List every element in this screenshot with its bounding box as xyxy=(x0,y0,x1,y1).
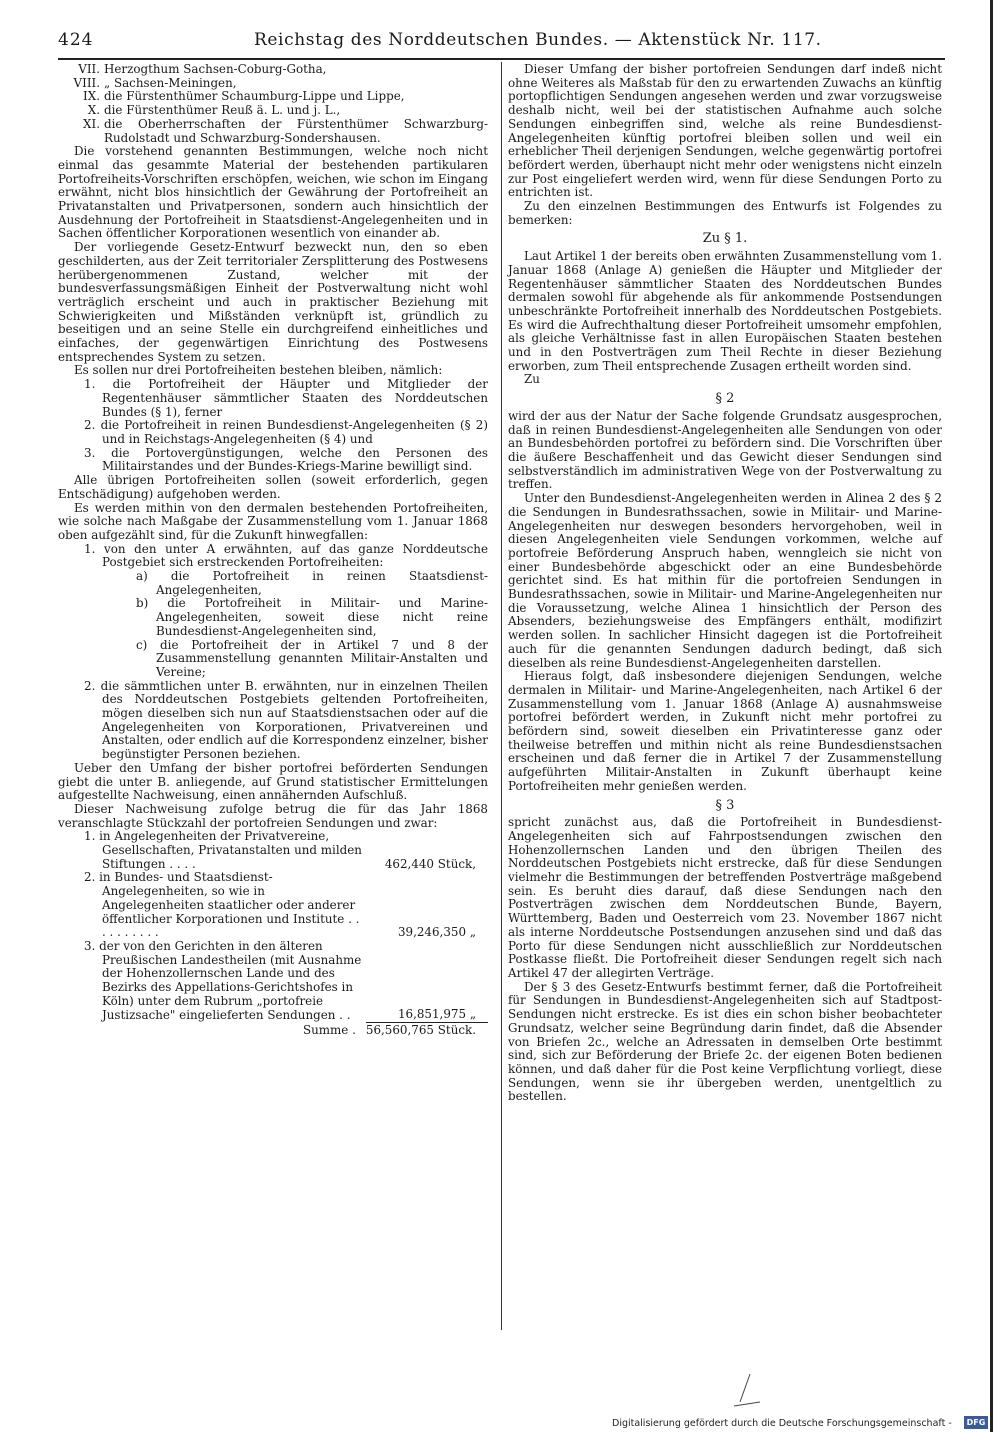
paragraph-lead: Zu xyxy=(524,372,540,387)
list-item: VIII. „ Sachsen-Meiningen, xyxy=(73,75,237,90)
table-row xyxy=(58,830,488,871)
list-subitem: a) die Portofreiheit in reinen Staatsdienst-Angelegenheiten, xyxy=(136,569,488,597)
stat-value: 16,851,975 „ xyxy=(366,940,488,1022)
list-item: 1. die Portofreiheit der Häupter und Mitglieder der Regentenhäuser sämmtlicher Staaten des Norddeutschen Bundes (§ 1), ferner xyxy=(84,377,488,419)
column-divider xyxy=(501,62,502,1330)
left-column xyxy=(58,63,488,1037)
list-item: VII. Herzogthum Sachsen-Coburg-Gotha, xyxy=(78,62,327,76)
paragraph: Zu den einzelnen Bestimmungen des Entwurfs ist Folgendes zu bemerken: xyxy=(508,199,942,227)
right-column xyxy=(508,63,942,1104)
header-rule xyxy=(58,58,945,60)
pencil-mark xyxy=(720,1372,770,1412)
section-heading: Zu § 1. xyxy=(702,231,748,247)
list-item: IX. die Fürstenthümer Schaumburg-Lippe und Lippe, xyxy=(83,89,405,104)
paragraph: Es sollen nur drei Portofreiheiten bestehen bleiben, nämlich: xyxy=(74,363,443,378)
digitization-credit: Digitalisierung gefördert durch die Deutsche Forschungsgemeinschaft - xyxy=(612,1418,952,1429)
list-item: 2. die sämmtlichen unter B. erwähnten, nur in einzelnen Theilen des Norddeutschen Postgebiets geltenden Portofreiheiten, mögen dieselben sich nun auf Staatsdienstsachen oder auf die Angelegenheiten von Korporationen, Privatvereinen und Anstalten, oder endlich auf die Korrespondenz einzelner, bisher begünstigter Personen beziehen. xyxy=(84,678,488,762)
paragraph: Der § 3 des Gesetz-Entwurfs bestimmt ferner, daß die Portofreiheit für Sendungen in Bundesdienst-Angelegenheiten sich auf Stadtpost-Sendungen nicht erstrecke. Es ist dies ein schon bisher beobachteter Grundsatz, welcher seine Begründung darin findet, daß die Absender von Briefen 2c., welche an Adressaten in demselben Orte bestimmt sind, sich zur Beförderung der Briefe 2c. der eigenen Boten bedienen können, und daß daher für die Post keine Verpflichtung vorliegt, diese Sendungen, wenn sie ihr übergeben werden, unentgeltlich zu bestellen. xyxy=(508,979,942,1104)
running-title: Reichstag des Norddeutschen Bundes. — Aktenstück Nr. 117. xyxy=(254,30,822,50)
list-item: X. die Fürstenthümer Reuß ä. L. und j. L., xyxy=(87,103,341,118)
stat-item: 1. in Angelegenheiten der Privatvereine, Gesellschaften, Privatanstalten und milden Stiftungen . . . . xyxy=(84,829,362,871)
stat-value: 39,246,350 „ xyxy=(397,925,476,940)
list-item: XI. die Oberherrschaften der Fürstenthümer Schwarzburg-Rudolstadt und Schwarzburg-Sondershausen. xyxy=(83,116,488,145)
paragraph: Unter den Bundesdienst-Angelegenheiten werden in Alinea 2 des § 2 die Sendungen in Bundesrathssachen, sowie in Militair- und Marine-Angelegenheiten nur deswegen besonders hervorgehoben, weil in diesen Angelegenheiten viele Sendungen vorkommen, welche auf portofreie Beförderung Anspruch haben, wenngleich sie nicht von einer Bundesbehörde abgeschickt oder an eine Bundesbehörde gerichtet sind. Es hat mithin für die portofreien Sendungen in Bundesrathssachen, sowie in Militair- und Marine-Angelegenheiten nur die Voraussetzung, welche Alinea 1 hinsichtlich der Person des Absenders, beziehungsweise des Empfängers enthält, modifizirt werden sollen. In sachlicher Hinsicht dagegen ist die Portofreiheit auch für die genannten Sendungen dadurch bedingt, daß sich dieselben als reine Bundesdienst-Angelegenheiten darstellen. xyxy=(508,491,942,670)
table-row xyxy=(58,1022,488,1037)
list-item: 1. von den unter A erwähnten, auf das ganze Norddeutsche Postgebiet sich erstreckenden Portofreiheiten: xyxy=(84,541,488,570)
paragraph: Ueber den Umfang der bisher portofrei beförderten Sendungen giebt die unter B. anliegende, auf Grund statistischer Ermittelungen aufgestellte Nachweisung, einen annähernden Aufschluß. xyxy=(58,760,488,803)
scan-edge xyxy=(990,0,993,1432)
table-row xyxy=(58,871,488,940)
stat-item: 3. der von den Gerichten in den älteren Preußischen Landestheilen (mit Ausnahme der Hohenzollernschen Lande und des Bezirks des Appellations-Gerichtshofes in Köln) unter dem Rubrum „portofreie Justizsache" eingelieferten Sendungen . . xyxy=(84,939,362,1022)
paragraph: Es werden mithin von den dermalen bestehenden Portofreiheiten, wie solche nach Maßgabe der Zusammenstellung vom 1. Januar 1868 oben aufgezählt sind, für die Zukunft hinwegfallen: xyxy=(58,500,488,542)
dfg-logo: DFG xyxy=(964,1416,988,1429)
sum-label: Summe . xyxy=(302,1022,356,1037)
section-heading: § 2 xyxy=(715,391,735,407)
page-number: 424 xyxy=(58,30,94,50)
paragraph: Dieser Nachweisung zufolge betrug die für das Jahr 1868 veranschlagte Stückzahl der portofreien Sendungen und zwar: xyxy=(58,801,488,830)
paragraph: spricht zunächst aus, daß die Portofreiheit in Bundesdienst-Angelegenheiten sich auf Fahrpostsendungen zwischen den Hohenzollernschen Landen und den übrigen Theilen des Norddeutschen Postgebiets nicht erstrecke, daß für diese Sendungen vielmehr die Bestimmungen der betreffenden Postverträge maßgebend sein. Es beruht dies darauf, daß diese Sendungen nach den Postverträgen zwischen dem Norddeutschen Bunde, Bayern, Württemberg, Baden und Oesterreich vom 23. November 1867 nicht als interne Norddeutsche Postsendungen anzusehen sind und daß das Porto für diese Sendungen nicht ausschließlich zur Norddeutschen Postkasse fließt. Die Portofreiheit dieser Sendungen regelt sich nach Artikel 47 der allegirten Verträge. xyxy=(508,815,942,980)
paragraph: Alle übrigen Portofreiheiten sollen (soweit erforderlich, gegen Entschädigung) aufgehoben werden. xyxy=(58,473,488,501)
paragraph: Hieraus folgt, daß insbesondere diejenigen Sendungen, welche dermalen in Militair- und Marine-Angelegenheiten, nach Artikel 6 der Zusammenstellung vom 1. Januar 1868 (Anlage A) ausnahmsweise portofrei befördert werden, in Zukunft nicht mehr portofrei zu befördern sind, soweit dieselben ein Privatinteresse ganz oder theilweise betreffen und mithin nicht als reine Bundesdienstsachen erscheinen und daß ferner die in Artikel 7 der Zusammenstellung aufgeführten Militair-Anstalten in Zukunft überhaupt keine Portofreiheiten mehr genießen werden. xyxy=(508,669,942,793)
stat-item: 2. in Bundes- und Staatsdienst-Angelegenheiten, so wie in Angelegenheiten staatlicher oder anderer öffentlicher Korporationen und Institute . . . . . . . . . . xyxy=(84,870,360,940)
list-item: 3. die Portovergünstigungen, welche den Personen des Militairstandes und der Bundes-Kriegs-Marine bewilligt sind. xyxy=(84,445,488,474)
sum-value: 56,560,765 Stück. xyxy=(365,1022,476,1037)
stat-value: 462,440 Stück, xyxy=(384,856,476,871)
section-heading: § 3 xyxy=(715,797,735,813)
paragraph: Der vorliegende Gesetz-Entwurf bezweckt nun, den so eben geschilderten, aus der Zeit territorialer Zersplitterung des Postwesens herübergenommenen Zustand, welcher mit der bundesverfassungsmäßigen Einheit der Postverwaltung nicht wohl verträglich erscheint und auch in praktischer Beziehung mit Schwierigkeiten und Mißständen verknüpft ist, gründlich zu beseitigen und an seine Stelle ein durchgreifend einheitliches und einfaches, der gegenwärtigen Einrichtung des Postwesens entsprechendes System zu setzen. xyxy=(58,240,488,364)
paragraph: Laut Artikel 1 der bereits oben erwähnten Zusammenstellung vom 1. Januar 1868 (Anlage A) genießen die Häupter und Mitglieder der Regentenhäuser sämmtlicher Staaten des Norddeutschen Bundes dermalen sowohl für abgehende als für ankommende Postsendungen unbeschränkte Portofreiheit innerhalb des Norddeutschen Postgebiets. Es wird die Aufrechthaltung dieser Portofreiheit umsomehr empfohlen, als gleiche Verhältnisse fast in allen Europäischen Staaten bestehen und in den Postverträgen zum Theil Rechte in dieser Beziehung erworben, zum Theil entsprechende Zusagen ertheilt worden sind. xyxy=(508,249,942,373)
paragraph: Die vorstehend genannten Bestimmungen, welche noch nicht einmal das gesammte Material der bestehenden partikularen Portofreiheits-Vorschriften erschöpfen, weichen, wie schon im Eingang erwähnt, nicht blos hinsichtlich der Gewährung der Portofreiheit an Privatanstalten und Privatpersonen, sondern auch hinsichtlich der Ausdehnung der Portofreiheit in Staatsdienst-Angelegenheiten und in Sachen öffentlicher Korporationen wesentlich von einander ab. xyxy=(58,144,488,241)
paragraph: Dieser Umfang der bisher portofreien Sendungen darf indeß nicht ohne Weiteres als Maßstab für den zu erwartenden Zuwachs an künftig portopflichtigen Sendungen angesehen werden und zwar vorzugsweise deshalb nicht, weil bei der statistischen Aufnahme auch solche Sendungen einbegriffen sind, welche als reine Bundesdienst-Angelegenheiten künftig portofrei bleiben sollen und weil ein erheblicher Theil derjenigen Sendungen, welche gegenwärtig portofrei befördert werden, überhaupt nicht mehr oder wenigstens nicht einzeln zur Post eingeliefert werden wird, wenn für diese Sendungen Porto zu entrichten ist. xyxy=(508,62,942,200)
paragraph: wird der aus der Natur der Sache folgende Grundsatz ausgesprochen, daß in reinen Bundesdienst-Angelegenheiten alle Sendungen von oder an Bundesbehörden portofrei zu befördern sind. Die Vorschriften über die äußere Beschaffenheit und das Gewicht dieser Sendungen sind selbstverständlich im administrativen Wege von der Postverwaltung zu treffen. xyxy=(508,408,942,492)
table-row xyxy=(58,940,488,1022)
page-header xyxy=(58,30,822,54)
list-item: 2. die Portofreiheit in reinen Bundesdienst-Angelegenheiten (§ 2) und in Reichstags-Angelegenheiten (§ 4) und xyxy=(84,418,488,446)
list-subitem: c) die Portofreiheit der in Artikel 7 und 8 der Zusammenstellung genannten Militair-Anstalten und Vereine; xyxy=(136,637,488,679)
list-subitem: b) die Portofreiheit in Militair- und Marine-Angelegenheiten, soweit diese nicht reine Bundesdienst-Angelegenheiten sind, xyxy=(136,596,488,638)
statistics-table xyxy=(58,830,488,1037)
